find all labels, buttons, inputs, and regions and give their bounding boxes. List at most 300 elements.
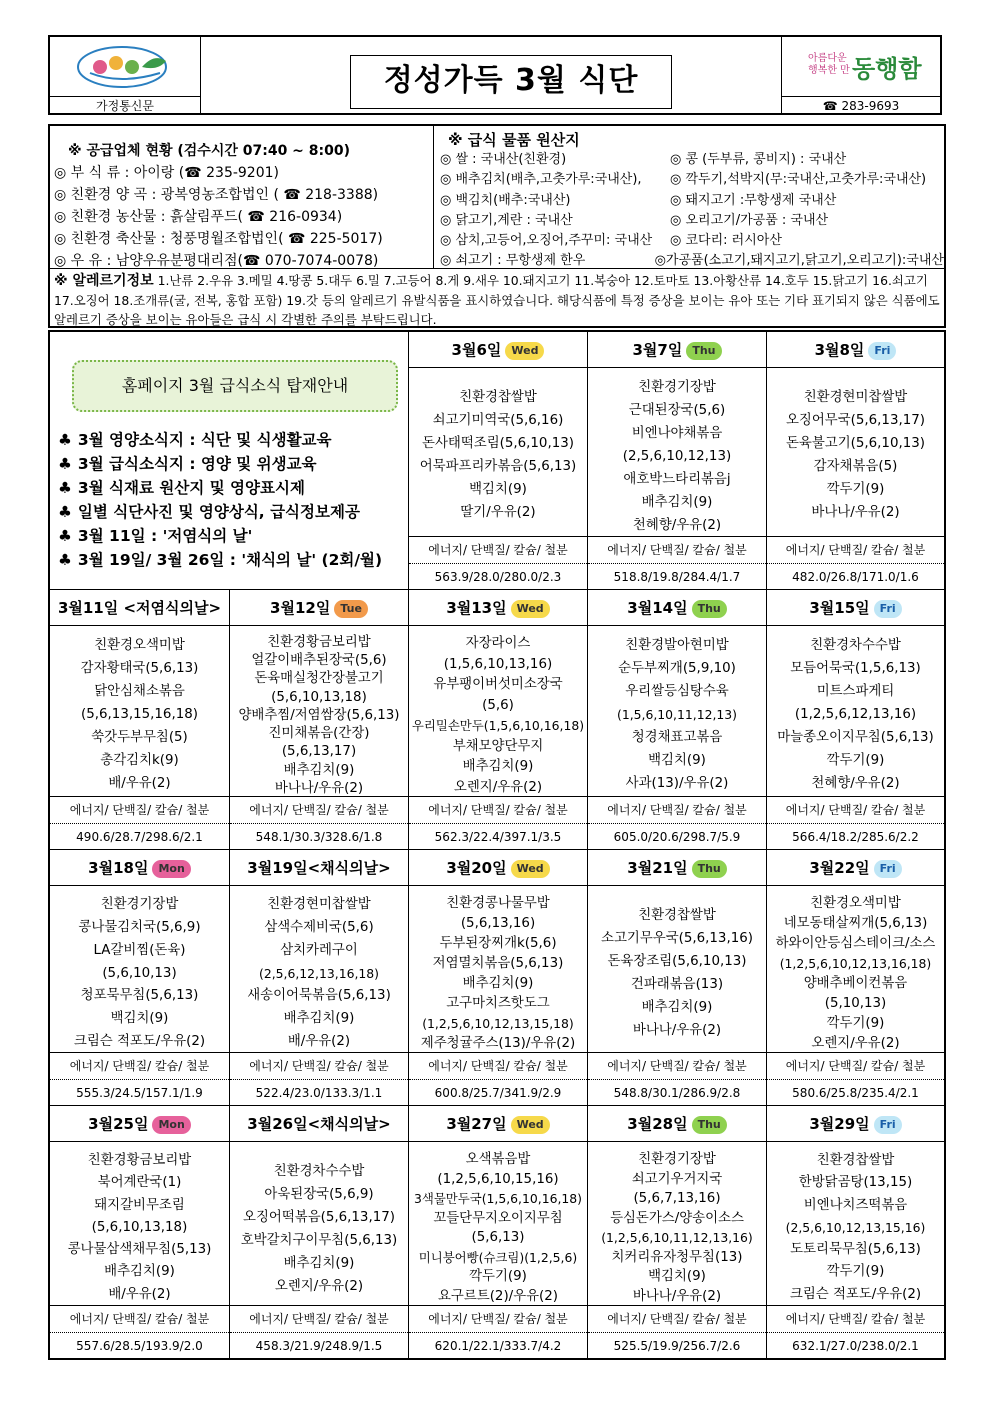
menu-item: 배추김치(9) [462,976,534,991]
origin-section [433,126,944,268]
day-header [50,850,229,886]
nutrition-values: 518.8/19.8/284.4/1.7 [613,570,741,584]
menu-item: 두부된장찌개k(5,6) [439,936,557,951]
menu-item: LA갈비찜(돈육) [93,942,186,958]
day-header [230,1106,408,1142]
day-header [50,590,229,626]
menu-item: (5,6,7,13,16) [633,1191,721,1206]
day-header [767,332,944,368]
nutrition-info [230,1305,408,1358]
menu-item: 친환경찹쌀밥 [459,390,537,405]
day-date: 3월11일 <저염식의날> [57,599,222,617]
menu-list [50,886,229,1054]
weekday-badge: Fri [874,860,902,878]
day-header [409,1106,587,1142]
origin-row [440,191,944,211]
weekday-badge: Fri [874,600,902,618]
menu-list [50,626,229,795]
news-item [58,524,382,548]
day-header [409,850,587,886]
nutrition-info [767,536,944,589]
menu-item: 백김치(9) [110,1011,169,1027]
day-date: 3월27일 [446,1115,507,1133]
menu-list [588,1142,766,1306]
menu-item: 크림슨 적포도/우유(2) [789,1286,922,1302]
nutrition-label: 에너지/ 단백질/ 칼슘/ 철분 [767,537,944,564]
nutrition-values: 548.1/30.3/328.6/1.8 [255,830,383,844]
info-box [48,124,946,328]
menu-item: 배/우유(2) [287,1034,351,1050]
menu-item: 요구르트(2)/우유(2) [437,1288,559,1304]
menu-item: 부채모양단무지 [452,738,544,754]
menu-grid [48,330,946,1360]
day-cell [409,332,588,590]
menu-item: 북어계란국(1) [97,1175,182,1191]
logo-label: 가정통신문 [50,96,200,115]
menu-item: 청포묵무침(5,6,13) [80,988,199,1004]
menu-list [50,1142,229,1306]
menu-item: (2,5,6,12,13,16,18) [258,965,380,981]
day-date: 3월21일 [627,859,688,877]
weekday-badge: Thu [692,1116,727,1134]
supplier-line: ◎ 부 식 류 : 아이랑 (☎ 235-9201) [54,165,279,181]
menu-item: 친환경현미찹쌀밥 [803,390,908,405]
origin-item: ◎ 닭고기,계란 : 국내산 [440,212,573,228]
menu-item: 깍두기(9) [469,1269,527,1284]
origin-item: ◎ 코다리: 러시아산 [670,233,782,249]
nutrition-info [409,536,587,589]
menu-item: 오징어떡볶음(5,6,13,17) [243,1210,395,1225]
news-panel [50,332,409,590]
menu-item: 청경채표고볶음 [631,730,723,745]
menu-item: 어묵파프리카볶음(5,6,13) [419,459,577,474]
day-cell [50,850,230,1106]
nutrition-info [230,796,408,849]
homepage-banner: 홈페이지 3월 급식소식 탑재안내 [72,360,398,412]
day-cell [767,332,944,590]
menu-item: (5,6,10,13) [102,965,177,981]
day-header [588,850,766,886]
menu-item: 백김치(9) [648,753,706,768]
nutrition-info [588,1305,766,1358]
origin-item: ◎ 돼지고기 :무항생제 국내산 [670,192,837,208]
weekday-badge: Tue [334,600,368,618]
nutrition-values: 458.3/21.9/248.9/1.5 [255,1339,383,1353]
origin-item: ◎ 백김치(배추:국내산) [440,192,571,208]
origin-item: ◎ 오리고기/가공품 : 국내산 [670,212,829,228]
menu-item: (1,2,5,6,10,15,16) [437,1171,559,1187]
menu-item: 양배추베이컨볶음 [803,976,908,991]
day-date: 3월28일 [627,1115,688,1133]
menu-item: (5,6) [482,697,514,713]
menu-item: 오렌지/우유(2) [453,779,543,795]
nutrition-values: 605.0/20.6/298.7/5.9 [613,830,741,844]
menu-list [230,1142,408,1298]
menu-item: 천혜향/우유(2) [632,518,722,533]
menu-item: 천혜향/우유(2) [811,776,900,791]
menu-item: 제주청귤주스(13)/우유(2) [420,1036,576,1051]
nutrition-values: 580.6/25.8/235.4/2.1 [792,1086,919,1100]
allergy-text: 1.난류 2.우유 3.메밀 4.땅콩 5.대두 6.밀 7.고등어 8.게 9.새우 10.돼지고기 11.복숭아 12.토마토 13.아황산류 14.호두 15.닭고기 16.쇠고기 17.오징어 18.조개류(굴, 전복, 홍합 포함) 19.갓 등의 알레르기 유발식품을 표시하였습니다. 해당식품에 특정 증상을 보이는 유아 또는 기타 표기되지 않은 식품에도 알레르기 증상을 보이는 유아들은 급식 시 각별한 주의를 부탁드립니다. [54,273,940,327]
menu-list [588,886,766,1042]
menu-item: 배추김치(9) [283,762,355,778]
menu-item: 새송이어묵볶음(5,6,13) [247,988,391,1004]
menu-list [409,886,587,1054]
menu-item: 오렌지/우유(2) [811,1036,900,1051]
news-item [58,428,382,452]
brand-slogan [808,53,850,77]
menu-item: 배추김치(9) [462,759,534,774]
nutrition-values: 620.1/22.1/333.7/4.2 [434,1339,562,1353]
menu-item: 바나나/우유(2) [811,505,900,520]
nutrition-values: 600.8/25.7/341.9/2.9 [434,1086,562,1100]
menu-item: (2,5,6,10,12,13,15,16) [785,1219,926,1235]
menu-item: 총각김치k(9) [100,753,179,768]
nutrition-label: 에너지/ 단백질/ 칼슘/ 철분 [409,1053,587,1080]
day-cell [50,1106,230,1358]
menu-item: 미트스파게티 [816,684,895,699]
menu-item: 친환경콩나물무밥 [446,896,550,911]
weekday-badge: Wed [505,342,544,360]
menu-item: 삼색수제비국(5,6) [264,919,374,935]
nutrition-label: 에너지/ 단백질/ 칼슘/ 철분 [588,1053,766,1080]
nutrition-info [588,1052,766,1105]
news-item-text: 3월 19일/ 3월 26일 : '채식의 날' (2회/월) [77,551,383,569]
phone-number: ☎ 283-9693 [782,96,940,115]
menu-item: (5,6,13,15,16,18) [81,707,198,722]
day-cell [588,332,767,590]
nutrition-info [50,1305,229,1358]
logo-area [50,37,201,115]
club-icon: ♣ [58,455,72,473]
club-icon: ♣ [58,479,72,497]
menu-item: 돈육불고기(5,6,10,13) [785,436,925,451]
menu-item: 양배추찜/저염쌈장(5,6,13) [238,707,400,723]
day-date: 3월15일 [809,599,870,617]
menu-list [767,1142,944,1306]
menu-item: 등심돈가스/양송이소스 [610,1210,744,1226]
origin-row [440,170,944,190]
supplier-section [50,126,433,268]
menu-item: (5,6,13,16) [460,916,536,931]
day-header [588,1106,766,1142]
menu-item: 사과(13)/우유(2) [625,776,729,791]
menu-item: 소고기무우국(5,6,13,16) [601,931,753,946]
nutrition-info [588,536,766,589]
menu-item: 쇠고기우거지국 [631,1171,723,1187]
menu-item: 바나나/우유(2) [632,1288,722,1304]
menu-item: 친환경기장밥 [638,380,716,395]
news-item-text: 3월 급식소식지 : 영양 및 위생교육 [77,455,317,473]
news-item [58,476,382,500]
menu-item: 친환경황금보리밥 [267,635,371,650]
menu-item: (1,2,5,6,12,13,16) [794,707,917,722]
menu-item: (5,6,10,13,18) [91,1219,188,1235]
menu-item: 치커리유자청무침(13) [611,1249,743,1265]
menu-item: 배/우유(2) [108,1286,171,1302]
origin-item: ◎가공품(소고기,돼지고기,닭고기,오리고기):국내산 [654,253,944,269]
menu-item: 순두부찌개(5,9,10) [618,661,736,676]
menu-item: 우리쌀등심탕수육 [625,684,729,699]
weekday-badge: Thu [686,342,721,360]
nutrition-values: 522.4/23.0/133.3/1.1 [255,1086,383,1100]
supplier-line: ◎ 친환경 양 곡 : 광복영농조합법인 ( ☎ 218-3388) [54,187,379,203]
day-cell [767,1106,944,1358]
nutrition-info [50,1052,229,1105]
nutrition-info [767,1305,944,1358]
day-date: 3월8일 [814,341,865,359]
day-header [409,332,587,368]
day-cell [767,590,944,850]
nutrition-values: 563.9/28.0/280.0/2.3 [434,570,562,584]
menu-list [767,368,944,524]
nutrition-label: 에너지/ 단백질/ 칼슘/ 철분 [50,1053,229,1080]
menu-item: (1,5,6,10,13,16) [443,656,553,672]
news-item-text: 3월 식재료 원산지 및 영양표시제 [77,479,305,497]
page-title: 정성가득 3월 식단 [350,55,672,109]
club-icon: ♣ [58,503,72,521]
menu-item: 깍두기(9) [826,753,885,768]
day-header [230,590,408,626]
nutrition-info [230,1052,408,1105]
menu-item: 호박갈치구이무침(5,6,13) [240,1233,398,1248]
day-header [409,590,587,626]
allergy-section [50,268,944,326]
day-date: 3월6일 [451,341,502,359]
nutrition-values: 566.4/18.2/285.6/2.2 [792,830,919,844]
nutrition-label: 에너지/ 단백질/ 칼슘/ 철분 [767,1053,944,1080]
weekday-badge: Fri [874,1116,902,1134]
day-date: 3월7일 [632,341,683,359]
nutrition-values: 557.6/28.5/193.9/2.0 [76,1339,203,1353]
day-header [767,1106,944,1142]
supplier-line: ◎ 우 유 : 남양우유분평대리점(☎ 070-7074-0078) [54,253,379,269]
day-cell [588,590,767,850]
menu-item: 돼지갈비무조림 [94,1197,185,1213]
news-item [58,500,382,524]
day-cell [230,850,409,1106]
menu-item: 자장라이스 [465,636,531,651]
nutrition-label: 에너지/ 단백질/ 칼슘/ 철분 [588,1306,766,1333]
nutrition-label: 에너지/ 단백질/ 칼슘/ 철분 [230,1053,408,1080]
menu-item: 바나나/우유(2) [274,780,364,796]
brand-name: 동행함 [852,55,922,83]
menu-item: 친환경기장밥 [638,1152,716,1167]
menu-item: 쑥갓두부무침(5) [91,730,188,745]
menu-list [409,626,587,798]
menu-item: 감자황태국(5,6,13) [80,661,199,676]
menu-item: 감자채볶음(5) [813,459,898,474]
origin-item: ◎ 깍두기,석박지(무:국내산,고춧가루:국내산) [670,172,927,188]
page-header [48,35,942,115]
club-icon: ♣ [58,431,72,449]
origin-row [440,231,944,251]
menu-item: 백김치(9) [648,1269,706,1284]
nutrition-label: 에너지/ 단백질/ 칼슘/ 철분 [409,537,587,564]
menu-list [230,626,408,798]
day-date: 3월19일<채식의날> [247,859,391,877]
news-item-text: 일별 식단사진 및 영양상식, 급식정보제공 [77,503,360,521]
menu-item: 근대된장국(5,6) [628,403,726,418]
origin-item: ◎ 콩 (두부류, 콩비지) : 국내산 [670,152,847,168]
nutrition-label: 에너지/ 단백질/ 칼슘/ 철분 [767,1306,944,1333]
news-item [58,548,382,572]
menu-item: 콩나물삼색채무침(5,13) [67,1242,212,1258]
menu-item: 오색볶음밥 [465,1152,531,1167]
news-item-text: 3월 영양소식지 : 식단 및 식생활교육 [77,431,332,449]
supplier-line: ◎ 친환경 축산물 : 청풍명월조합법인( ☎ 225-5017) [54,231,383,247]
menu-item: 유부팽이버섯미소장국 [433,677,563,692]
day-date: 3월20일 [446,859,507,877]
origin-row [440,211,944,231]
menu-list [767,626,944,795]
day-date: 3월18일 [88,859,149,877]
nutrition-label: 에너지/ 단백질/ 칼슘/ 철분 [767,797,944,824]
origin-item: ◎ 쌀 : 국내산(친환경) [440,152,567,168]
day-cell [767,850,944,1106]
day-cell [409,590,588,850]
weekday-badge: Thu [692,860,727,878]
menu-item: (5,6,13) [471,1230,525,1245]
menu-item: 미니붕어빵(슈크림)(1,2,5,6) [418,1249,578,1265]
club-icon: ♣ [58,551,72,569]
nutrition-values: 525.5/19.9/256.7/2.6 [613,1339,741,1353]
menu-item: 닭안심채소볶음 [94,684,185,699]
menu-item: 친환경차수수밥 [810,638,901,653]
nutrition-info [409,1052,587,1105]
menu-item: 모듬어묵국(1,5,6,13) [790,661,921,676]
origin-item: ◎ 쇠고기 : 무항생제 한우 [440,253,586,269]
menu-item: 건파래볶음(13) [630,977,724,992]
supplier-line: ◎ 친환경 농산물 : 흙살림푸드( ☎ 216-0934) [54,209,343,225]
nutrition-values: 562.3/22.4/397.1/3.5 [434,830,562,844]
day-date: 3월14일 [627,599,688,617]
day-header [767,850,944,886]
menu-item: 비엔나치즈떡볶음 [803,1197,908,1213]
menu-list [767,886,944,1054]
nutrition-info [588,796,766,849]
nutrition-values: 548.8/30.1/286.9/2.8 [613,1086,741,1100]
day-header [588,590,766,626]
weekday-badge: Wed [511,860,550,878]
nutrition-values: 490.6/28.7/298.6/2.1 [76,830,203,844]
menu-item: 아욱된장국(5,6,9) [264,1187,374,1202]
nutrition-info [50,796,229,849]
origin-item: ◎ 배추김치(배추,고춧가루:국내산), [440,172,642,188]
menu-item: 배추김치(9) [283,1011,355,1027]
menu-list [588,626,766,795]
nutrition-label: 에너지/ 단백질/ 칼슘/ 철분 [409,1306,587,1333]
menu-item: 3색물만두국(1,5,6,10,16,18) [413,1191,583,1206]
menu-item: 배추김치(9) [283,1256,355,1271]
origin-row [440,150,944,170]
day-header [230,850,408,886]
allergy-title: ※ 알레르기정보 [54,273,154,289]
menu-item: 돈육장조림(5,6,10,13) [607,954,747,969]
menu-item: 친환경발아현미밥 [625,638,729,653]
slogan-line-2: 행복한 만 [808,65,850,76]
menu-item: 콩나물김치국(5,6,9) [78,919,201,935]
weekday-badge: Wed [511,1116,550,1134]
menu-item: 크림슨 적포도/우유(2) [73,1034,206,1050]
menu-list [409,1142,587,1306]
day-header [50,1106,229,1142]
day-cell [230,590,409,850]
menu-list [588,368,766,537]
news-list [58,428,382,572]
club-icon: ♣ [58,527,72,545]
menu-item: (1,5,6,10,11,12,13) [616,707,738,722]
menu-item: 바나나/우유(2) [632,1023,722,1038]
menu-item: 친환경오색미밥 [94,638,185,653]
menu-item: 우리밀손만두(1,5,6,10,16,18) [411,718,585,733]
nutrition-info [409,1305,587,1358]
menu-item: 애호박느타리볶음j [623,472,731,487]
menu-item: 친환경찹쌀밥 [638,908,716,923]
menu-item: (1,2,5,6,10,11,12,13,16) [601,1230,753,1245]
menu-item: 친환경찹쌀밥 [816,1153,895,1168]
menu-item: (5,10,13) [824,996,887,1011]
day-date: 3월13일 [446,599,507,617]
nutrition-values: 632.1/27.0/238.0/2.1 [792,1339,919,1353]
menu-item: 깍두기(9) [826,1016,885,1031]
weekday-badge: Fri [868,342,896,360]
menu-item: 오징어무국(5,6,13,17) [785,413,925,428]
news-item [58,452,382,476]
brand-area [781,37,940,115]
menu-item: (5,6,10,13,18) [271,689,367,705]
weekday-badge: Mon [152,860,190,878]
menu-item: 비엔나야채볶음 [631,426,723,441]
menu-item: 친환경오색미밥 [810,896,901,911]
nutrition-label: 에너지/ 단백질/ 칼슘/ 철분 [230,1306,408,1333]
menu-item: 백김치(9) [469,482,527,497]
menu-item: 배추김치(9) [104,1264,175,1280]
menu-item: 네모동태살찌개(5,6,13) [783,916,928,931]
menu-item: 쇠고기미역국(5,6,16) [432,413,564,428]
menu-item: 오렌지/우유(2) [274,1279,364,1294]
menu-item: (1,2,5,6,10,12,13,15,18) [422,1016,574,1031]
weekday-badge: Wed [511,600,550,618]
menu-item: 하와이안등심스테이크/소스 [775,936,936,951]
weekday-badge: Thu [692,600,727,618]
day-cell [588,1106,767,1358]
nutrition-info [409,796,587,849]
menu-item: 꼬들단무지오이지무침 [433,1210,563,1226]
menu-item: 한방닭곰탕(13,15) [798,1175,913,1191]
day-cell [50,590,230,850]
menu-item: 진미채볶음(간장) [268,726,370,742]
menu-item: 친환경차수수밥 [273,1164,365,1179]
nutrition-info [767,1052,944,1105]
menu-item: 고구마치즈핫도그 [446,996,550,1011]
day-date: 3월26일<채식의날> [247,1115,391,1133]
menu-item: (2,5,6,10,12,13) [622,449,732,464]
menu-item: 배추김치(9) [641,1000,713,1015]
menu-item: 배/우유(2) [108,776,171,791]
day-date: 3월12일 [270,599,331,617]
day-cell [409,1106,588,1358]
nutrition-label: 에너지/ 단백질/ 칼슘/ 철분 [409,797,587,824]
nutrition-label: 에너지/ 단백질/ 칼슘/ 철분 [588,797,766,824]
menu-list [230,886,408,1054]
menu-item: (1,2,5,6,10,12,13,16,18) [779,956,932,971]
menu-item: 삼치카레구이 [280,942,358,958]
day-cell [588,850,767,1106]
day-date: 3월29일 [809,1115,870,1133]
nutrition-label: 에너지/ 단백질/ 칼슘/ 철분 [230,797,408,824]
day-header [588,332,766,368]
